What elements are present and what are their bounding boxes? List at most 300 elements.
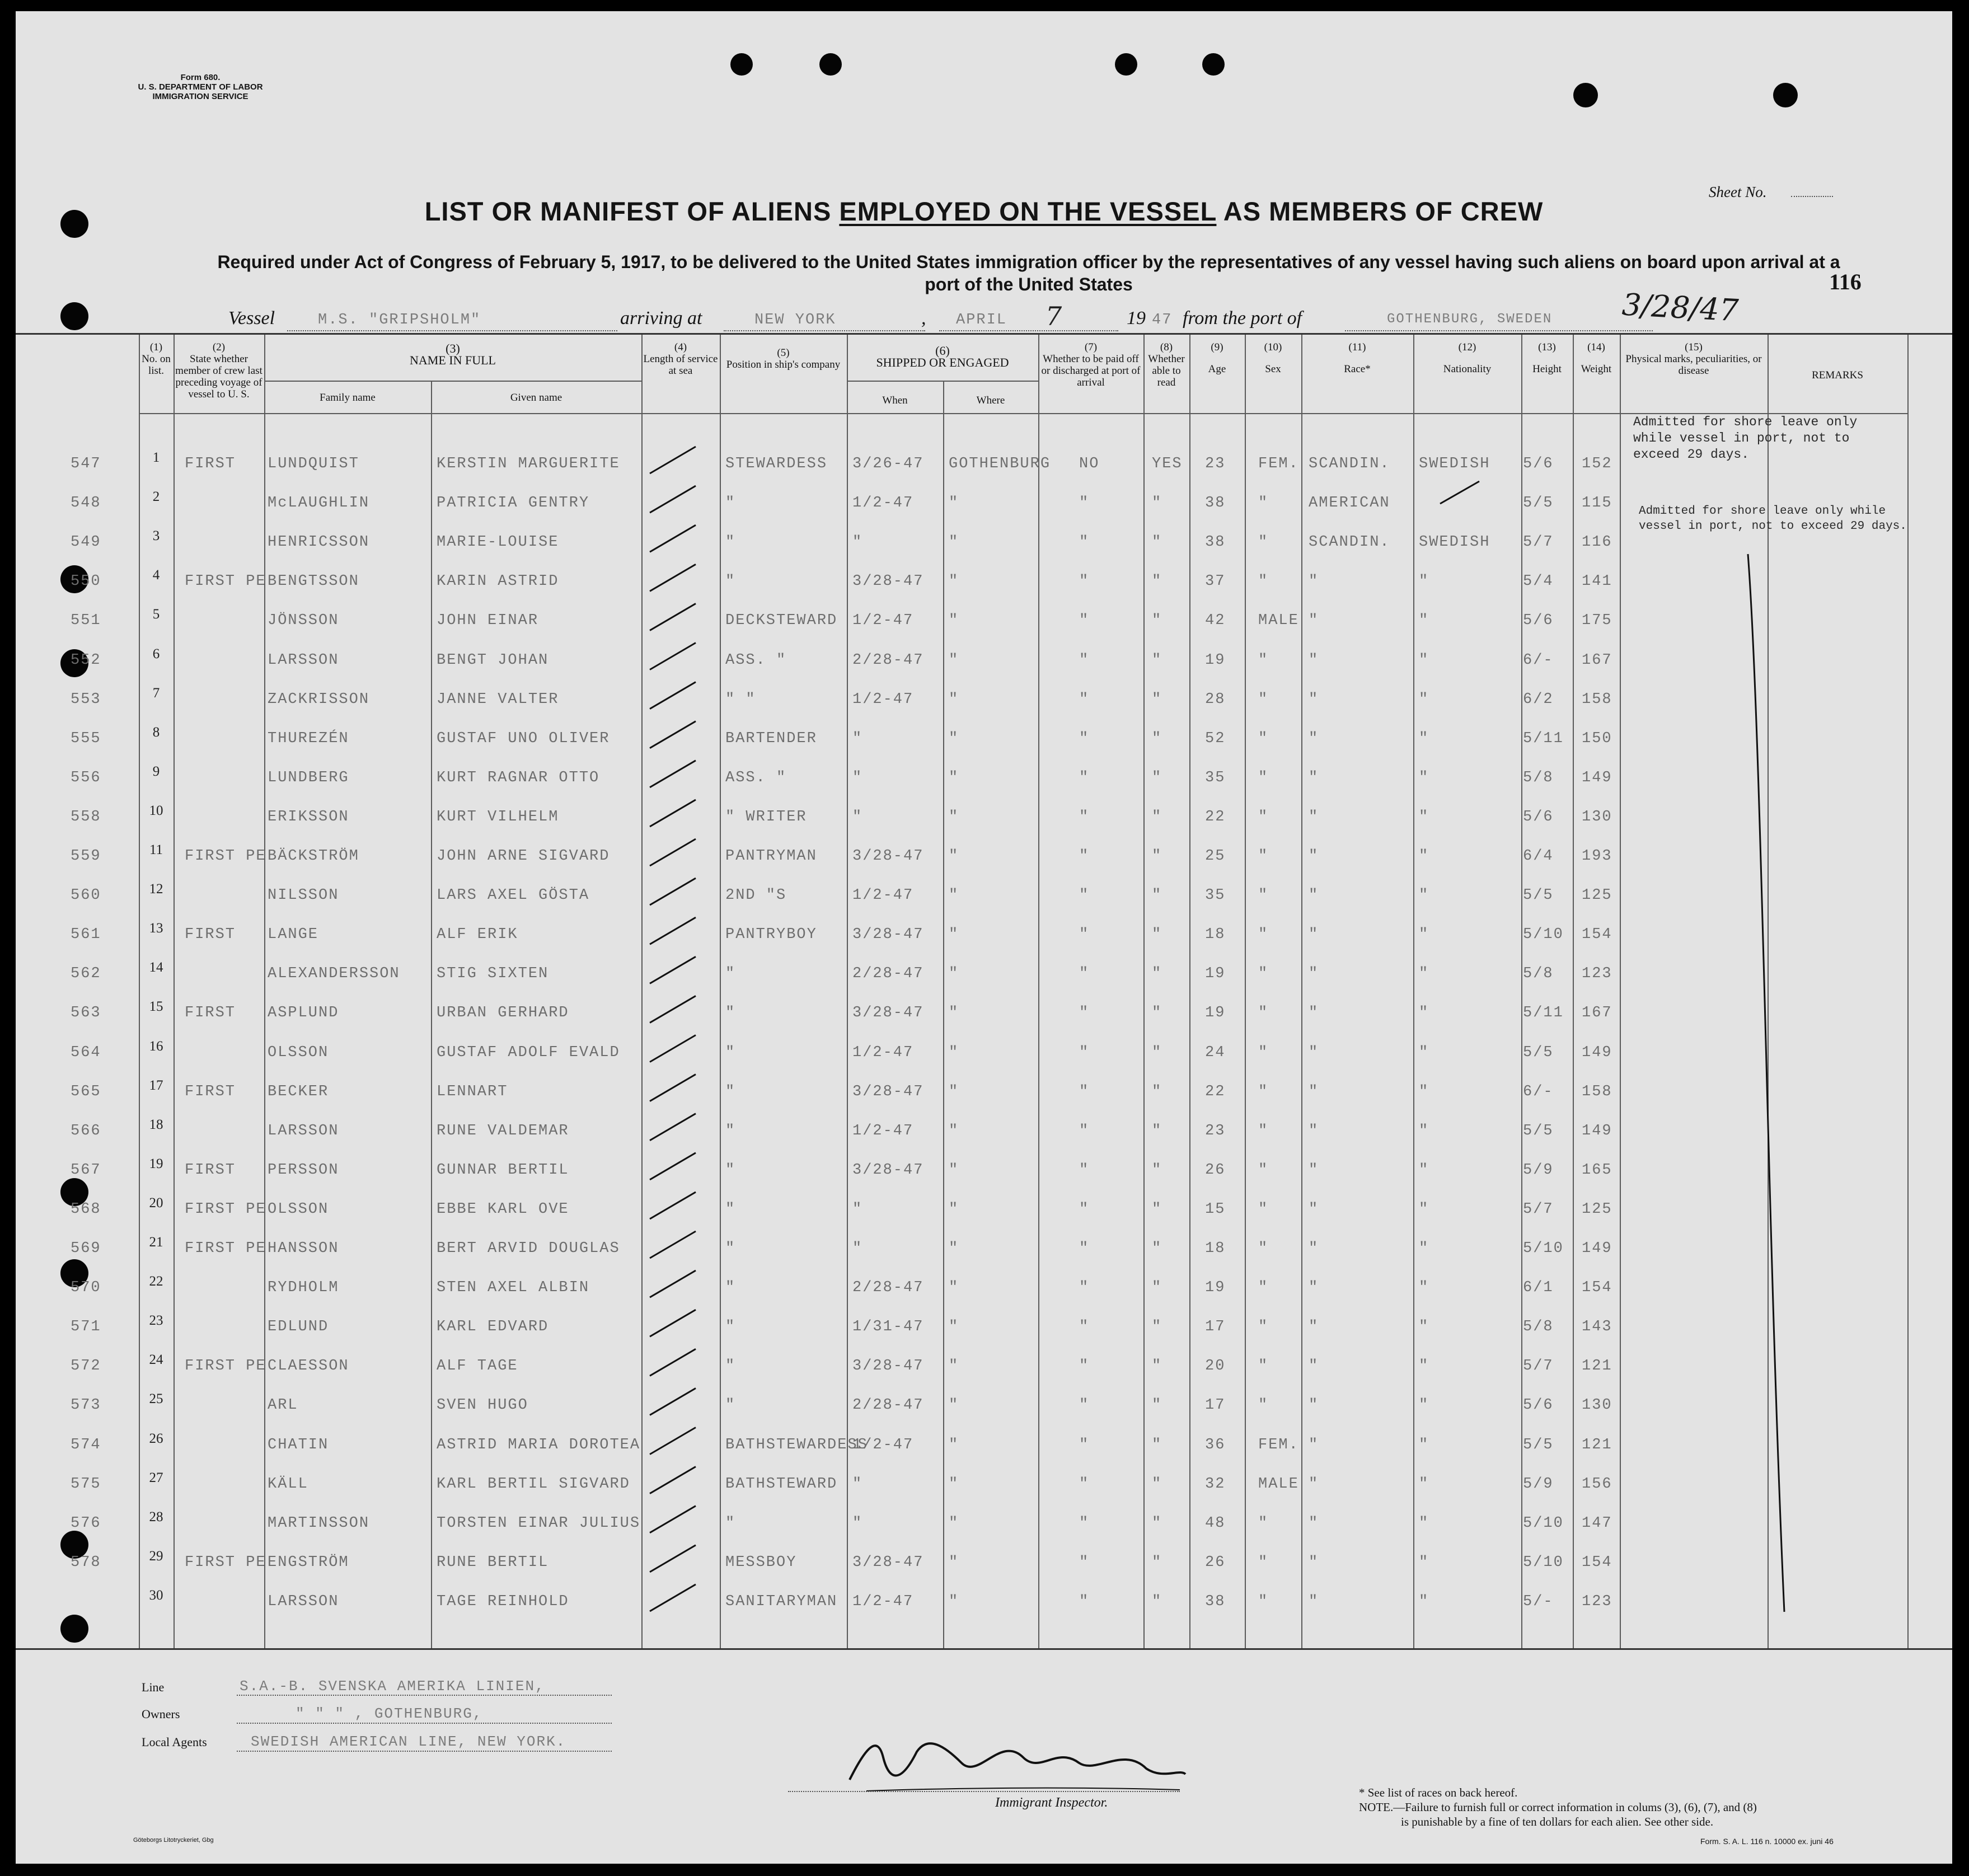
weight-cell: 149: [1582, 769, 1612, 786]
age-cell: 17: [1205, 1319, 1226, 1336]
given-name-cell: KURT RAGNAR OTTO: [437, 769, 600, 786]
row-number: 11: [149, 842, 163, 857]
shipped-when-cell: ": [852, 1200, 863, 1218]
inspector-label: Immigrant Inspector.: [995, 1795, 1108, 1810]
given-name-cell: ASTRID MARIA DOROTEA: [437, 1436, 641, 1453]
manifest-serial: 556: [71, 769, 101, 786]
weight-cell: 125: [1582, 1200, 1612, 1218]
race-cell: ": [1309, 1475, 1319, 1493]
able-to-read-cell: ": [1152, 1044, 1162, 1061]
agents-underline: [237, 1751, 612, 1752]
able-to-read-cell: ": [1152, 730, 1162, 747]
paid-off-cell: ": [1079, 1005, 1090, 1022]
shipped-when-cell: 3/28-47: [852, 573, 924, 590]
nationality-cell: ": [1419, 730, 1429, 747]
shipped-where-cell: ": [949, 534, 959, 551]
shipped-when-cell: ": [852, 534, 863, 551]
row-number: 15: [149, 999, 163, 1015]
state-column-cell: FIRST PE: [185, 848, 266, 865]
manifest-serial: 571: [71, 1319, 101, 1336]
race-cell: ": [1309, 1279, 1319, 1297]
height-cell: 6/4: [1523, 848, 1554, 865]
age-cell: 18: [1205, 926, 1226, 944]
given-name-cell: GUSTAF UNO OLIVER: [437, 730, 610, 747]
paid-off-cell: ": [1079, 1397, 1090, 1414]
shipped-when-cell: ": [852, 808, 863, 826]
sex-cell: MALE: [1258, 612, 1299, 630]
family-name-cell: EDLUND: [268, 1319, 329, 1336]
shipped-where-cell: ": [949, 769, 959, 786]
manifest-serial: 574: [71, 1436, 101, 1453]
given-name-cell: EBBE KARL OVE: [437, 1200, 569, 1218]
service-mark: [650, 1075, 696, 1101]
given-name-cell: TAGE REINHOLD: [437, 1593, 569, 1610]
sex-cell: ": [1258, 1161, 1269, 1179]
height-cell: 5/4: [1523, 573, 1554, 590]
shipped-when-cell: 1/2-47: [852, 1436, 914, 1453]
sex-cell: ": [1258, 1319, 1269, 1336]
height-cell: 5/10: [1523, 1554, 1564, 1571]
header-col11: (11) Race*: [1344, 341, 1371, 375]
sex-cell: ": [1258, 1122, 1269, 1139]
height-cell: 5/5: [1523, 1436, 1554, 1453]
age-cell: 32: [1205, 1475, 1226, 1493]
row-number: 16: [149, 1038, 163, 1054]
arriving-label: arriving at: [620, 308, 702, 329]
height-cell: 5/8: [1523, 769, 1554, 786]
service-mark: [650, 1349, 696, 1376]
race-cell: ": [1309, 1358, 1319, 1375]
sex-cell: MALE: [1258, 1475, 1299, 1493]
given-name-cell: MARIE-LOUISE: [437, 534, 559, 551]
able-to-read-cell: ": [1152, 965, 1162, 983]
state-column-cell: FIRST PE: [185, 1358, 266, 1375]
given-name-cell: KERSTIN MARGUERITE: [437, 456, 620, 472]
height-cell: 5/7: [1523, 1200, 1554, 1218]
manifest-serial: 548: [71, 495, 101, 512]
shipped-when-cell: 2/28-47: [852, 965, 924, 983]
weight-cell: 141: [1582, 573, 1612, 590]
manifest-serial: 552: [71, 651, 101, 669]
race-cell: ": [1309, 1005, 1319, 1022]
shipped-where-cell: ": [949, 1240, 959, 1257]
nationality-cell: ": [1419, 1083, 1429, 1100]
nationality-cell: ": [1419, 1279, 1429, 1297]
nationality-cell: ": [1419, 573, 1429, 590]
header-col9: (9) Age: [1208, 341, 1226, 375]
shipped-when-cell: 2/28-47: [852, 1397, 924, 1414]
paid-off-cell: ": [1079, 1514, 1090, 1532]
family-name-cell: ZACKRISSON: [268, 691, 370, 708]
nationality-cell: ": [1419, 887, 1429, 904]
paid-off-cell: ": [1079, 1554, 1090, 1571]
row-number: 24: [149, 1352, 163, 1368]
service-mark: [650, 1114, 696, 1141]
paid-off-cell: ": [1079, 965, 1090, 983]
sex-cell: ": [1258, 1005, 1269, 1022]
form-number: Form 680.: [180, 73, 221, 82]
shipped-when-cell: ": [852, 1240, 863, 1257]
position-cell: BATHSTEWARDESS: [725, 1436, 868, 1453]
sex-cell: ": [1258, 495, 1269, 512]
shipped-where-cell: ": [949, 495, 959, 512]
family-name-cell: KÄLL: [268, 1475, 308, 1493]
row-number: 26: [149, 1431, 163, 1446]
sheet-number-label: Sheet No.: [1709, 184, 1767, 200]
remarks-stamp: Admitted for shore leave only while vessel in port, not to exceed 29 days.: [1633, 415, 1858, 462]
able-to-read-cell: ": [1152, 1436, 1162, 1453]
service-mark: [650, 1584, 696, 1611]
nationality-cell: ": [1419, 1397, 1429, 1414]
shipped-when-cell: 1/2-47: [852, 612, 914, 630]
weight-cell: 152: [1582, 456, 1612, 472]
manifest-serial: 550: [71, 573, 101, 590]
given-name-cell: ALF ERIK: [437, 926, 518, 944]
given-name-cell: KARL BERTIL SIGVARD: [437, 1475, 630, 1493]
row-number: 3: [152, 528, 160, 544]
height-cell: 5/7: [1523, 534, 1554, 551]
shipped-when-cell: ": [852, 769, 863, 786]
paid-off-cell: ": [1079, 1044, 1090, 1061]
shipped-where-cell: ": [949, 1200, 959, 1218]
family-name-cell: LUNDQUIST: [268, 456, 359, 472]
header-col1: (1) No. on list.: [142, 341, 171, 377]
shipped-where-cell: ": [949, 1083, 959, 1100]
service-mark: [650, 1506, 696, 1533]
age-cell: 52: [1205, 730, 1226, 747]
race-cell: ": [1309, 1593, 1319, 1610]
able-to-read-cell: ": [1152, 926, 1162, 944]
header-col5: (5) Position in ship's company: [726, 347, 841, 370]
given-name-cell: ALF TAGE: [437, 1358, 518, 1375]
date-month: APRIL: [956, 312, 1007, 329]
race-cell: ": [1309, 1397, 1319, 1414]
race-cell: SCANDIN.: [1309, 456, 1390, 472]
sex-cell: ": [1258, 1514, 1269, 1532]
position-cell: SANITARYMAN: [725, 1593, 838, 1610]
state-column-cell: FIRST: [185, 1083, 236, 1100]
manifest-serial: 547: [71, 456, 101, 472]
nationality-cell: ": [1419, 1554, 1429, 1571]
family-name-cell: HENRICSSON: [268, 534, 370, 551]
able-to-read-cell: ": [1152, 1122, 1162, 1139]
fine-note-1: NOTE.—Failure to furnish full or correct information in colums (3), (6), (7), and (8): [1359, 1800, 1757, 1814]
given-name-cell: TORSTEN EINAR JULIUS: [437, 1514, 641, 1532]
state-column-cell: FIRST: [185, 456, 236, 472]
header-col13: (13) Height: [1532, 341, 1562, 375]
position-cell: ": [725, 1122, 736, 1139]
weight-cell: 149: [1582, 1044, 1612, 1061]
age-cell: 15: [1205, 1200, 1226, 1218]
age-cell: 17: [1205, 1397, 1226, 1414]
given-name-cell: JOHN EINAR: [437, 612, 539, 630]
race-cell: ": [1309, 808, 1319, 826]
manifest-serial: 561: [71, 926, 101, 944]
weight-cell: 156: [1582, 1475, 1612, 1493]
given-name-cell: KARIN ASTRID: [437, 573, 559, 590]
family-name-cell: CHATIN: [268, 1436, 329, 1453]
vessel-label: Vessel: [228, 308, 275, 329]
shipped-where-cell: ": [949, 1122, 959, 1139]
shipped-where-cell: ": [949, 612, 959, 630]
age-cell: 22: [1205, 808, 1226, 826]
sex-cell: ": [1258, 926, 1269, 944]
row-number: 6: [152, 646, 160, 662]
remarks-stamp: Admitted for shore leave only while vessel in port, not to exceed 29 days.: [1639, 505, 1907, 533]
sex-cell: ": [1258, 1279, 1269, 1297]
sex-cell: ": [1258, 1044, 1269, 1061]
given-name-cell: GUNNAR BERTIL: [437, 1161, 569, 1179]
manifest-serial: 570: [71, 1279, 101, 1297]
position-cell: ": [725, 1083, 736, 1100]
form-department: U. S. DEPARTMENT OF LABOR: [138, 82, 263, 92]
service-mark: [650, 917, 696, 944]
age-cell: 22: [1205, 1083, 1226, 1100]
row-number: 21: [149, 1235, 163, 1250]
manifest-serial: 562: [71, 965, 101, 983]
row-number: 29: [149, 1548, 163, 1564]
inspector-signature: [833, 1724, 1191, 1802]
able-to-read-cell: ": [1152, 1358, 1162, 1375]
able-to-read-cell: YES: [1152, 456, 1183, 472]
position-cell: MESSBOY: [725, 1554, 797, 1571]
sex-cell: ": [1258, 1593, 1269, 1610]
family-name-cell: ASPLUND: [268, 1005, 339, 1022]
sex-cell: ": [1258, 808, 1269, 826]
row-number: 17: [149, 1077, 163, 1093]
paid-off-cell: ": [1079, 495, 1090, 512]
race-cell: ": [1309, 1161, 1319, 1179]
race-cell: ": [1309, 651, 1319, 669]
given-name-cell: URBAN GERHARD: [437, 1005, 569, 1022]
shipped-where-cell: ": [949, 1514, 959, 1532]
manifest-serial: 575: [71, 1475, 101, 1493]
age-cell: 25: [1205, 848, 1226, 865]
paid-off-cell: ": [1079, 887, 1090, 904]
service-mark: [650, 643, 696, 670]
race-cell: ": [1309, 1083, 1319, 1100]
manifest-serial: 560: [71, 887, 101, 904]
weight-cell: 123: [1582, 1593, 1612, 1610]
service-mark: [650, 525, 696, 552]
age-cell: 26: [1205, 1554, 1226, 1571]
family-name-cell: MARTINSSON: [268, 1514, 370, 1532]
manifest-serial: 549: [71, 534, 101, 551]
service-mark: [650, 800, 696, 827]
age-cell: 35: [1205, 887, 1226, 904]
sex-cell: ": [1258, 1240, 1269, 1257]
weight-cell: 158: [1582, 691, 1612, 708]
paid-off-cell: ": [1079, 1436, 1090, 1453]
manifest-serial: 565: [71, 1083, 101, 1100]
header-col10: (10) Sex: [1264, 341, 1282, 375]
manifest-serial: 555: [71, 730, 101, 747]
race-cell: ": [1309, 926, 1319, 944]
family-name-cell: OLSSON: [268, 1200, 329, 1218]
family-name-cell: PERSSON: [268, 1161, 339, 1179]
shipped-when-cell: 3/28-47: [852, 926, 924, 944]
agents-label: Local Agents: [142, 1735, 207, 1749]
nationality-cell: ": [1419, 965, 1429, 983]
shipped-when-cell: 1/31-47: [852, 1319, 924, 1336]
race-cell: ": [1309, 887, 1319, 904]
age-cell: 38: [1205, 495, 1226, 512]
shipped-when-cell: 2/28-47: [852, 651, 924, 669]
service-mark: [650, 486, 696, 513]
height-cell: 5/8: [1523, 965, 1554, 983]
header-col3: (3) NAME IN FULL: [410, 341, 496, 367]
shipped-when-cell: 2/28-47: [852, 1279, 924, 1297]
nationality-cell: SWEDISH: [1419, 456, 1490, 472]
family-name-cell: ENGSTRÖM: [268, 1554, 349, 1571]
shipped-where-cell: ": [949, 651, 959, 669]
race-cell: ": [1309, 730, 1319, 747]
row-number: 19: [149, 1156, 163, 1171]
shipped-when-cell: 3/26-47: [852, 456, 924, 472]
year-prefix: 19: [1127, 308, 1146, 329]
able-to-read-cell: ": [1152, 534, 1162, 551]
family-name-cell: OLSSON: [268, 1044, 329, 1061]
sex-cell: ": [1258, 691, 1269, 708]
nationality-cell: ": [1419, 651, 1429, 669]
nationality-cell: ": [1419, 1358, 1429, 1375]
family-name-cell: LANGE: [268, 926, 319, 944]
service-mark: [650, 564, 696, 591]
sex-cell: ": [1258, 534, 1269, 551]
nationality-cell: ": [1419, 691, 1429, 708]
age-cell: 48: [1205, 1514, 1226, 1532]
owners-value: " " " , GOTHENBURG,: [296, 1705, 483, 1722]
family-name-cell: CLAESSON: [268, 1358, 349, 1375]
family-name-cell: LARSSON: [268, 1122, 339, 1139]
family-name-cell: JÖNSSON: [268, 612, 339, 630]
state-column-cell: FIRST: [185, 1005, 236, 1022]
shipped-where-cell: ": [949, 1161, 959, 1179]
race-cell: ": [1309, 769, 1319, 786]
able-to-read-cell: ": [1152, 691, 1162, 708]
state-column-cell: FIRST: [185, 926, 236, 944]
row-number: 2: [152, 489, 160, 505]
height-cell: 5/6: [1523, 1397, 1554, 1414]
weight-cell: 154: [1582, 1279, 1612, 1297]
height-cell: 5/8: [1523, 1319, 1554, 1336]
height-cell: 6/2: [1523, 691, 1554, 708]
service-length-marks: [16, 11, 1952, 1864]
sex-cell: ": [1258, 887, 1269, 904]
manifest-serial: 568: [71, 1200, 101, 1218]
manifest-serial: 559: [71, 848, 101, 865]
able-to-read-cell: ": [1152, 651, 1162, 669]
age-cell: 42: [1205, 612, 1226, 630]
shipped-where-cell: ": [949, 1279, 959, 1297]
service-mark: [650, 1310, 696, 1336]
weight-cell: 125: [1582, 887, 1612, 904]
row-number: 12: [149, 881, 163, 897]
paid-off-cell: ": [1079, 691, 1090, 708]
height-cell: 6/1: [1523, 1279, 1554, 1297]
able-to-read-cell: ": [1152, 1240, 1162, 1257]
service-mark: [650, 761, 696, 787]
position-cell: ": [725, 1200, 736, 1218]
service-mark: [650, 603, 696, 630]
height-cell: 5/11: [1523, 730, 1564, 747]
nationality-cell: ": [1419, 1161, 1429, 1179]
given-name-cell: JANNE VALTER: [437, 691, 559, 708]
position-cell: ": [725, 1005, 736, 1022]
given-name-cell: GUSTAF ADOLF EVALD: [437, 1044, 620, 1061]
position-cell: ": [725, 1358, 736, 1375]
nationality-cell: ": [1419, 1122, 1429, 1139]
date-comma: ,: [921, 308, 926, 329]
nationality-cell: ": [1419, 1319, 1429, 1336]
shipped-when-cell: ": [852, 730, 863, 747]
height-cell: 6/-: [1523, 651, 1554, 669]
year-suffix: 47: [1152, 312, 1173, 329]
race-cell: ": [1309, 1122, 1319, 1139]
paid-off-cell: ": [1079, 1319, 1090, 1336]
given-name-cell: KURT VILHELM: [437, 808, 559, 826]
row-number: 22: [149, 1274, 163, 1289]
weight-cell: 158: [1582, 1083, 1612, 1100]
family-name-cell: BÄCKSTRÖM: [268, 848, 359, 865]
nationality-cell: ": [1419, 1475, 1429, 1493]
service-mark: [650, 1035, 696, 1062]
shipped-when-cell: 3/28-47: [852, 1161, 924, 1179]
service-mark: [650, 839, 696, 866]
given-name-cell: SVEN HUGO: [437, 1397, 528, 1414]
position-cell: 2ND "S: [725, 887, 787, 904]
form-service: IMMIGRATION SERVICE: [152, 92, 249, 101]
paid-off-cell: ": [1079, 573, 1090, 590]
position-cell: ASS. ": [725, 651, 787, 669]
header-family-name: Family name: [320, 392, 376, 404]
sex-cell: ": [1258, 1397, 1269, 1414]
sex-cell: ": [1258, 730, 1269, 747]
paid-off-cell: ": [1079, 1279, 1090, 1297]
race-cell: ": [1309, 691, 1319, 708]
height-cell: 5/6: [1523, 612, 1554, 630]
service-mark: [650, 682, 696, 709]
race-cell: ": [1309, 1554, 1319, 1571]
paid-off-cell: ": [1079, 926, 1090, 944]
family-name-cell: RYDHOLM: [268, 1279, 339, 1297]
service-mark: [650, 1231, 696, 1258]
able-to-read-cell: ": [1152, 1475, 1162, 1493]
weight-cell: 167: [1582, 651, 1612, 669]
shipped-where-cell: ": [949, 1319, 959, 1336]
able-to-read-cell: ": [1152, 808, 1162, 826]
row-number: 13: [149, 921, 163, 936]
race-cell: ": [1309, 848, 1319, 865]
age-cell: 23: [1205, 1122, 1226, 1139]
position-cell: ": [725, 573, 736, 590]
weight-cell: 116: [1582, 534, 1612, 551]
nationality-cell: ": [1419, 612, 1429, 630]
row-number: 23: [149, 1313, 163, 1329]
service-mark: [650, 1192, 696, 1219]
from-label: from the port of: [1183, 308, 1302, 329]
sex-cell: ": [1258, 1358, 1269, 1375]
able-to-read-cell: ": [1152, 1005, 1162, 1022]
shipped-where-cell: ": [949, 1005, 959, 1022]
family-name-cell: LUNDBERG: [268, 769, 349, 786]
age-cell: 18: [1205, 1240, 1226, 1257]
row-number: 20: [149, 1195, 163, 1211]
row-number: 7: [152, 685, 160, 701]
race-cell: ": [1309, 965, 1319, 983]
weight-cell: 149: [1582, 1240, 1612, 1257]
height-cell: 5/6: [1523, 808, 1554, 826]
